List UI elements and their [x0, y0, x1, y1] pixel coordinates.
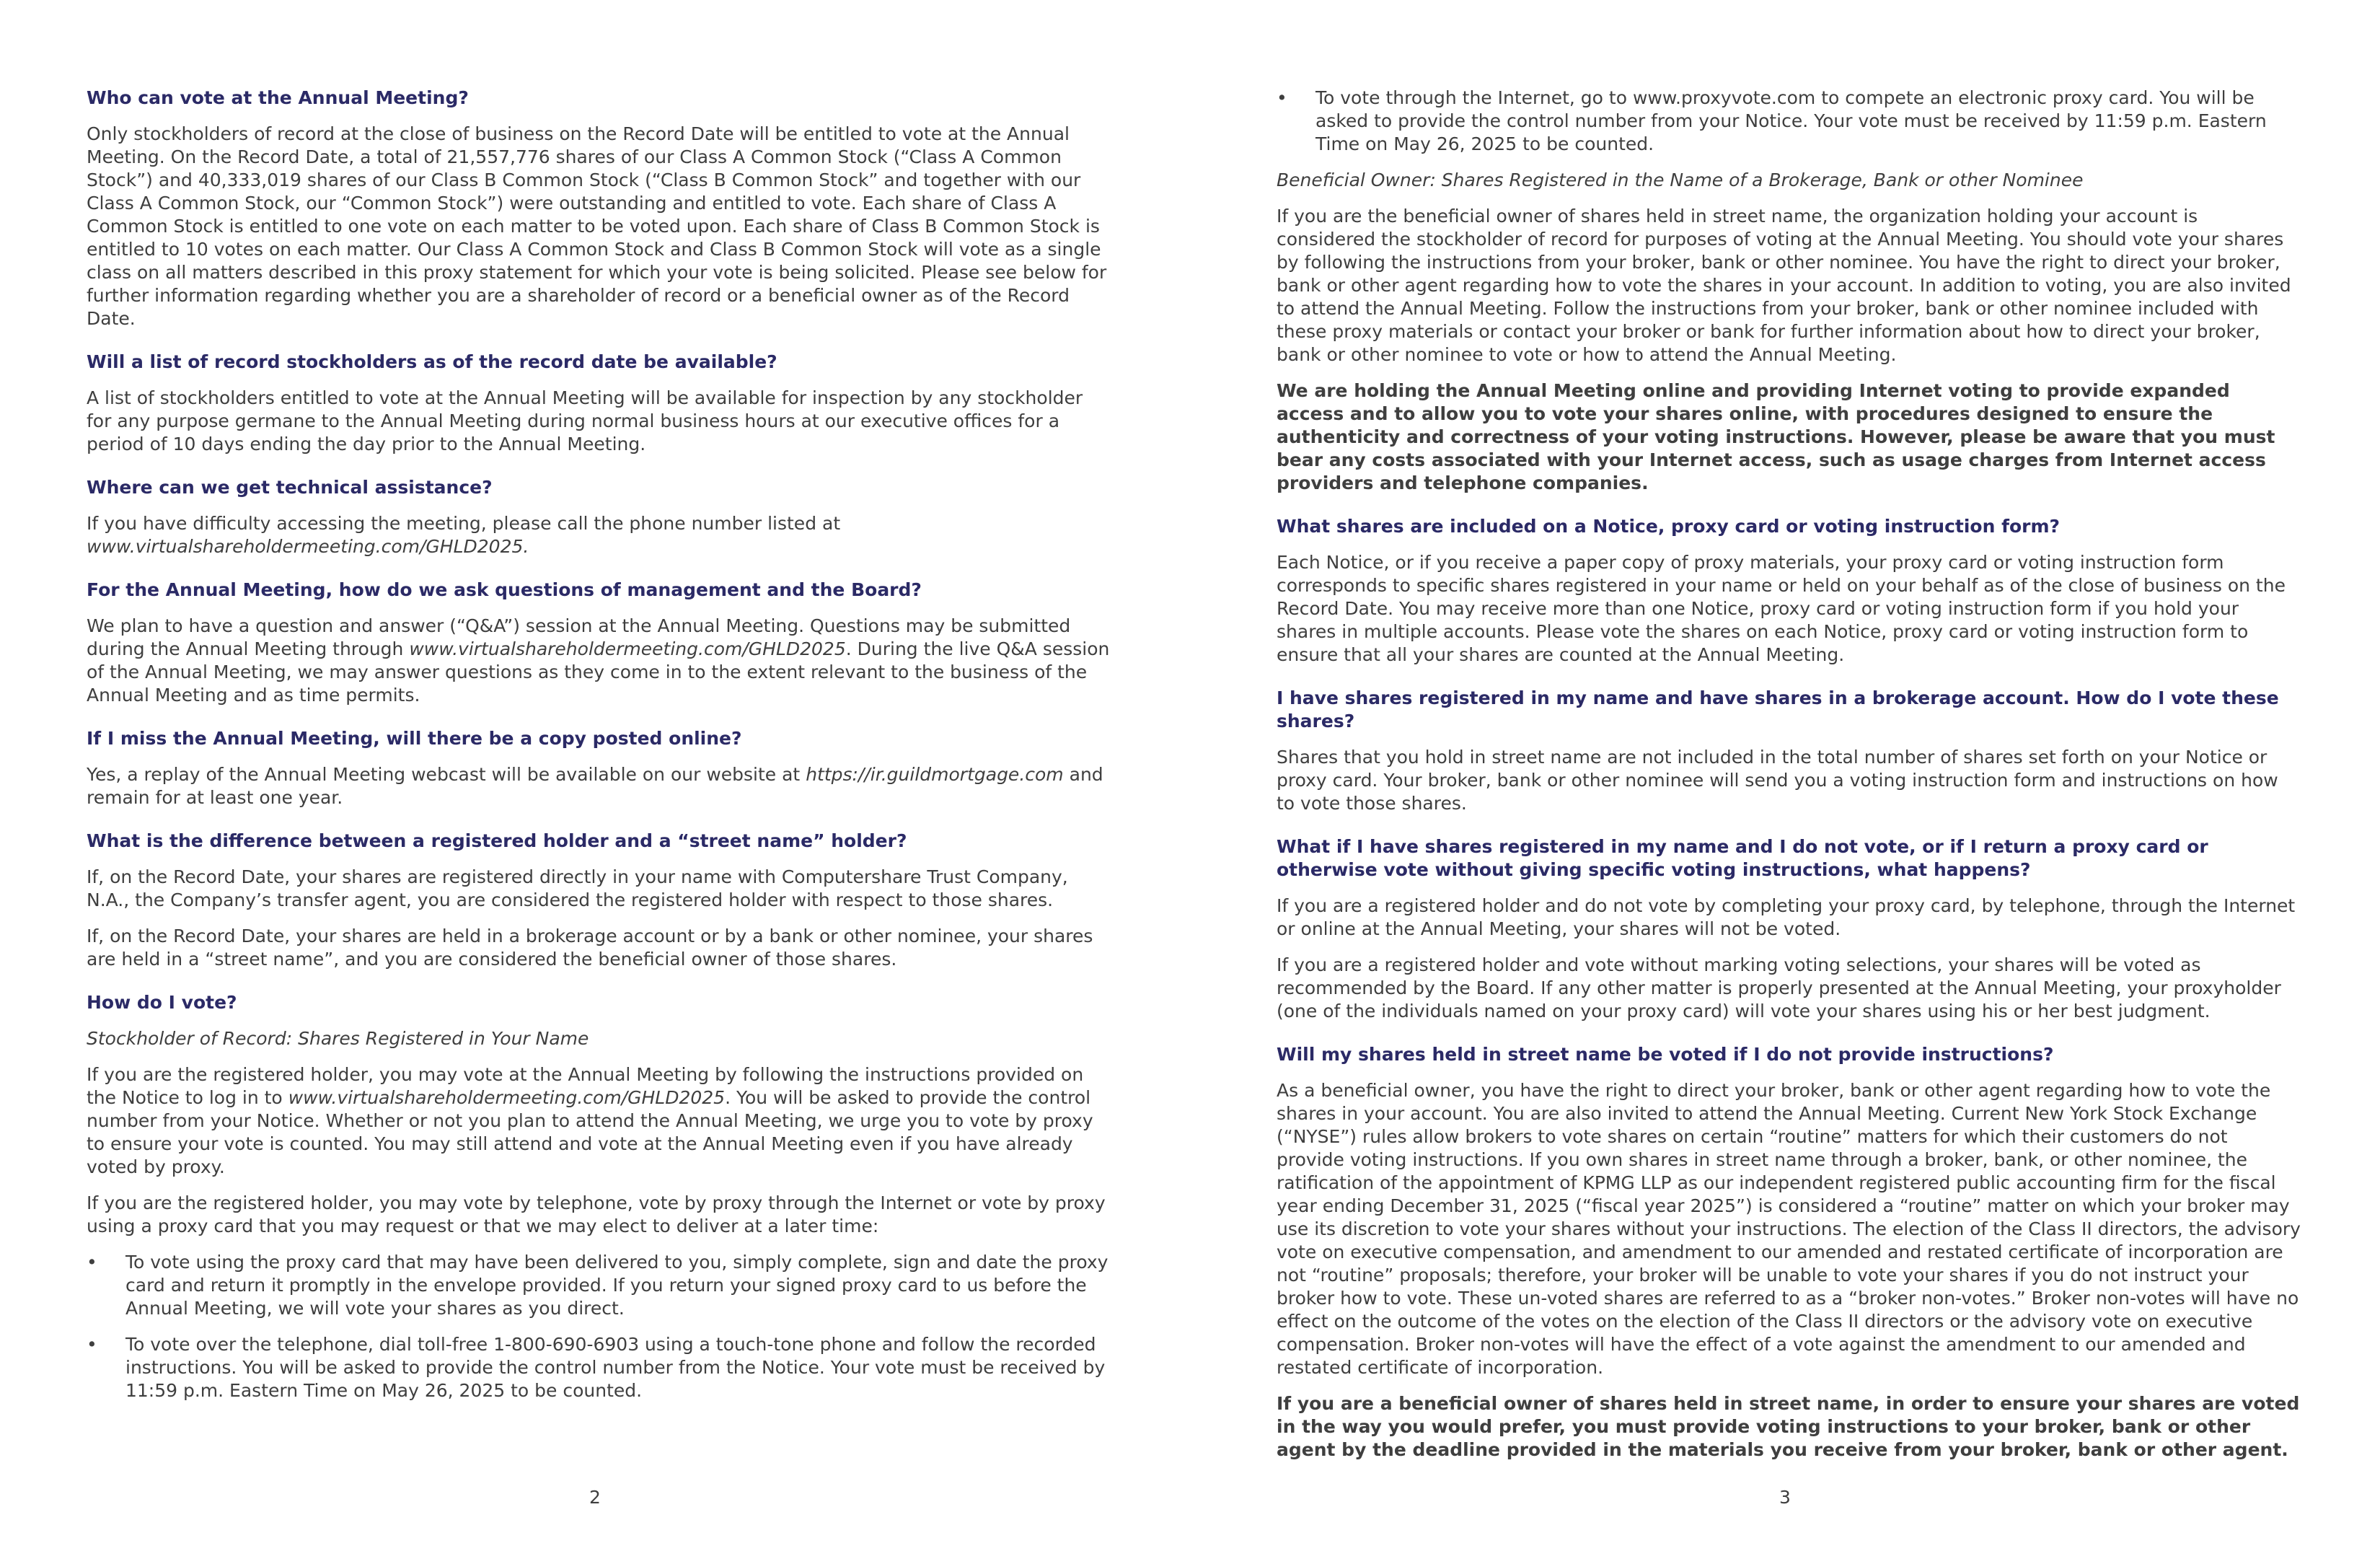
question-heading: [87, 87, 1111, 110]
page-number: 3: [1779, 1487, 1791, 1508]
text-run: If you are the registered holder, you may vote by telephone, vote by proxy through the Internet or vote by proxy using a proxy card that you may request or that we may elect to deliver at a later time:: [87, 1192, 1106, 1236]
bullet-item: [1277, 87, 2301, 156]
text-run: and remain for at least one year.: [87, 764, 1103, 808]
text-run: If you are the beneficial owner of shares held in street name, the organization holding your account is considered the stockholder of record for purposes of voting at the Annual Meeting. You should vote your shares by following the instructions from your broker, bank or other nominee. You have the right to direct your broker, bank or other agent regarding how to vote the shares in your account. In addition to voting, you are also invited to attend the Annual Meeting. Follow the instructions from your broker, bank or other nominee included with these proxy materials or contact your broker or bank for further information about how to direct your broker, bank or other nominee to vote or how to attend the Annual Meeting.: [1277, 206, 2291, 365]
paragraph: [1277, 895, 2301, 941]
question-heading: [87, 727, 1111, 750]
paragraph: [87, 1192, 1111, 1238]
text-run: We plan to have a question and answer (“Q&A”) session at the Annual Meeting. Questions may be submitted during the Annual Meeting through: [87, 615, 1071, 659]
text-run: . You will be asked to provide the control number from your Notice. Whether or not you plan to attend the Annual Meeting, we urge you to vote by proxy to ensure your vote is counted. You may still attend and vote at the Annual Meeting even if you have already voted by proxy.: [87, 1087, 1093, 1177]
italic-text: https://ir.guildmortgage.com: [806, 764, 1064, 785]
paragraph: [1277, 551, 2301, 667]
paragraph: [87, 615, 1111, 707]
text-run: What shares are included on a Notice, proxy card or voting instruction form?: [1277, 516, 2061, 537]
text-run: If, on the Record Date, your shares are held in a brokerage account or by a bank or other nominee, your shares are held in a “street name”, and you are considered the beneficial owner of those shares.: [87, 926, 1093, 970]
question-heading: [87, 351, 1111, 374]
bullet-item: [87, 1251, 1111, 1320]
paragraph: [1277, 205, 2301, 366]
question-heading: [87, 991, 1111, 1014]
text-run: To vote through the Internet, go to www.proxyvote.com to compete an electronic proxy card. You will be asked to provide the control number from your Notice. Your vote must be received by 11:59 p.m. Eastern Time on May 26, 2025 to be counted.: [1315, 87, 2267, 154]
text-run: For the Annual Meeting, how do we ask questions of management and the Board?: [87, 579, 922, 600]
text-run: If, on the Record Date, your shares are registered directly in your name with Computershare Trust Company, N.A., the Company’s transfer agent, you are considered the registered holder with respect to those shares.: [87, 866, 1068, 910]
text-run: As a beneficial owner, you have the right to direct your broker, bank or other agent regarding how to vote the shares in your account. You are also invited to attend the Annual Meeting. Current New York Stock Exchange (“NYSE”) rules allow brokers to vote shares on certain “routine” matters for which their customers do not provide voting instructions. If you own shares in street name through a broker, bank, or other nominee, the ratification of the appointment of KPMG LLP as our independent registered public accounting firm for the fiscal year ending December 31, 2025 (“fiscal year 2025”) is considered a “routine” matter on which your broker may use its discretion to vote your shares without your instructions. The election of the Class II directors, the advisory vote on executive compensation, and amendment to our amended and restated certificate of incorporation are not “routine” proposals; therefore, your broker will be unable to vote your shares if you do not instruct your broker how to vote. These un-voted shares are referred to as a “broker non-votes.” Broker non-votes will have no effect on the outcome of the votes on the election of the Class II directors or the advisory vote on executive compensation. Broker non-votes will have the effect of a vote against the amendment to our amended and restated certificate of incorporation.: [1277, 1080, 2301, 1378]
text-run: If you are a registered holder and do not vote by completing your proxy card, by telephone, through the Internet or online at the Annual Meeting, your shares will not be voted.: [1277, 895, 2296, 939]
text-run: To vote using the proxy card that may have been delivered to you, simply complete, sign and date the proxy card and return it promptly in the envelope provided. If you return your signed proxy card to us before the Annual Meeting, we will vote your shares as you direct.: [125, 1252, 1109, 1319]
paragraph: [87, 866, 1111, 912]
bullet-text: [125, 1251, 1111, 1320]
text-run: How do I vote?: [87, 992, 237, 1013]
text-run: If you are the registered holder, you may vote at the Annual Meeting by following the instructions provided on the Notice to log in to: [87, 1064, 1084, 1108]
text-run: Who can vote at the Annual Meeting?: [87, 87, 469, 108]
italic-text: Beneficial Owner: Shares Registered in the Name of a Brokerage, Bank or other Nominee: [1277, 170, 2084, 190]
text-run: What is the difference between a registered holder and a “street name” holder?: [87, 830, 907, 851]
paragraph: [87, 763, 1111, 809]
bullet-icon: •: [87, 1334, 97, 1355]
paragraph: [1277, 1392, 2301, 1462]
paragraph: [1277, 746, 2301, 815]
bullet-icon: •: [87, 1252, 97, 1273]
paragraph: [1277, 379, 2301, 495]
paragraph: [1277, 1079, 2301, 1379]
text-run: Yes, a replay of the Annual Meeting webcast will be available on our website at: [87, 764, 806, 785]
paragraph: [87, 1027, 1111, 1050]
text-run: Will my shares held in street name be voted if I do not provide instructions?: [1277, 1044, 2054, 1065]
text-run: Each Notice, or if you receive a paper copy of proxy materials, your proxy card or voting instruction form corresponds to specific shares registered in your name or held on your behalf as of the close of business on the Record Date. You may receive more than one Notice, proxy card or voting instruction form if you hold your shares in multiple accounts. Please vote the shares on each Notice, proxy card or voting instruction form to ensure that all your shares are counted at the Annual Meeting.: [1277, 552, 2286, 665]
text-run: If I miss the Annual Meeting, will there be a copy posted online?: [87, 728, 742, 749]
bullet-list: [87, 1251, 1111, 1402]
italic-text: www.virtualshareholdermeeting.com/GHLD2025: [409, 638, 846, 659]
paragraph: [87, 925, 1111, 971]
text-run: Where can we get technical assistance?: [87, 477, 493, 498]
text-run: If you have difficulty accessing the meeting, please call the phone number listed at: [87, 513, 841, 534]
page-right: [1190, 0, 2380, 1551]
question-heading: [87, 476, 1111, 499]
bullet-icon: •: [1277, 87, 1287, 108]
text-run: If you are a beneficial owner of shares held in street name, in order to ensure your shares are voted in the way you would prefer, you must provide voting instructions to your broker, bank or other agent by the deadline provided in the materials you receive from your broker, bank or other agent.: [1277, 1393, 2300, 1460]
text-run: Shares that you hold in street name are not included in the total number of shares set forth on your Notice or proxy card. Your broker, bank or other nominee will send you a voting instruction form and instructions on how to vote those shares.: [1277, 747, 2278, 814]
italic-text: www.virtualshareholdermeeting.com/GHLD2025: [288, 1087, 726, 1108]
paragraph: [1277, 954, 2301, 1023]
italic-text: www.virtualshareholdermeeting.com/GHLD2025.: [87, 536, 529, 557]
page-content: [1277, 87, 2301, 1475]
text-run: Will a list of record stockholders as of the record date be available?: [87, 351, 777, 372]
text-run: A list of stockholders entitled to vote at the Annual Meeting will be available for inspection by any stockholder for any purpose germane to the Annual Meeting during normal business hours at our executive offices for a period of 10 days ending the day prior to the Annual Meeting.: [87, 387, 1083, 454]
question-heading: [1277, 835, 2301, 882]
page-content: [87, 87, 1111, 1415]
page-number: 2: [589, 1487, 601, 1508]
bullet-item: [87, 1333, 1111, 1402]
text-run: We are holding the Annual Meeting online and providing Internet voting to provide expanded access and to allow you to vote your shares online, with procedures designed to ensure the authenticity and correctness of your voting instructions. However, please be aware that you must bear any costs associated with your Internet access, such as usage charges from Internet access providers and telephone companies.: [1277, 380, 2275, 493]
bullet-list: [1277, 87, 2301, 156]
paragraph: [87, 387, 1111, 456]
text-run: To vote over the telephone, dial toll-free 1-800-690-6903 using a touch-tone phone and follow the recorded instructions. You will be asked to provide the control number from the Notice. Your vote must be received by 11:59 p.m. Eastern Time on May 26, 2025 to be counted.: [125, 1334, 1106, 1401]
text-run: I have shares registered in my name and have shares in a brokerage account. How do I vote these shares?: [1277, 687, 2279, 731]
paragraph: [1277, 169, 2301, 192]
question-heading: [87, 579, 1111, 602]
paragraph: [87, 123, 1111, 330]
italic-text: Stockholder of Record: Shares Registered in Your Name: [87, 1028, 589, 1049]
question-heading: [1277, 515, 2301, 538]
question-heading: [87, 830, 1111, 853]
bullet-text: [125, 1333, 1111, 1402]
question-heading: [1277, 687, 2301, 733]
text-run: Only stockholders of record at the close of business on the Record Date will be entitled to vote at the Annual Meeting. On the Record Date, a total of 21,557,776 shares of our Class A Common Stock (“Class A Common Stock”) and 40,333,019 shares of our Class B Common Stock (“Class B Common Stock” and together with our Class A Common Stock, our “Common Stock”) were outstanding and entitled to vote. Each share of Class A Common Stock is entitled to one vote on each matter to be voted upon. Each share of Class B Common Stock is entitled to 10 votes on each matter. Our Class A Common Stock and Class B Common Stock will vote as a single class on all matters described in this proxy statement for which your vote is being solicited. Please see below for further information regarding whether you are a shareholder of record or a beneficial owner as of the Record Date.: [87, 123, 1107, 329]
text-run: If you are a registered holder and vote without marking voting selections, your shares will be voted as recommended by the Board. If any other matter is properly presented at the Annual Meeting, your proxyholder (one of the individuals named on your proxy card) will vote your shares using his or her best judgment.: [1277, 954, 2281, 1021]
text-run: . During the live Q&A session of the Annual Meeting, we may answer questions as they come in to the extent relevant to the business of the Annual Meeting and as time permits.: [87, 638, 1110, 706]
text-run: What if I have shares registered in my name and I do not vote, or if I return a proxy card or otherwise vote without giving specific voting instructions, what happens?: [1277, 836, 2208, 880]
paragraph: [87, 1063, 1111, 1179]
question-heading: [1277, 1043, 2301, 1066]
bullet-text: [1315, 87, 2301, 156]
paragraph: [87, 512, 1111, 558]
